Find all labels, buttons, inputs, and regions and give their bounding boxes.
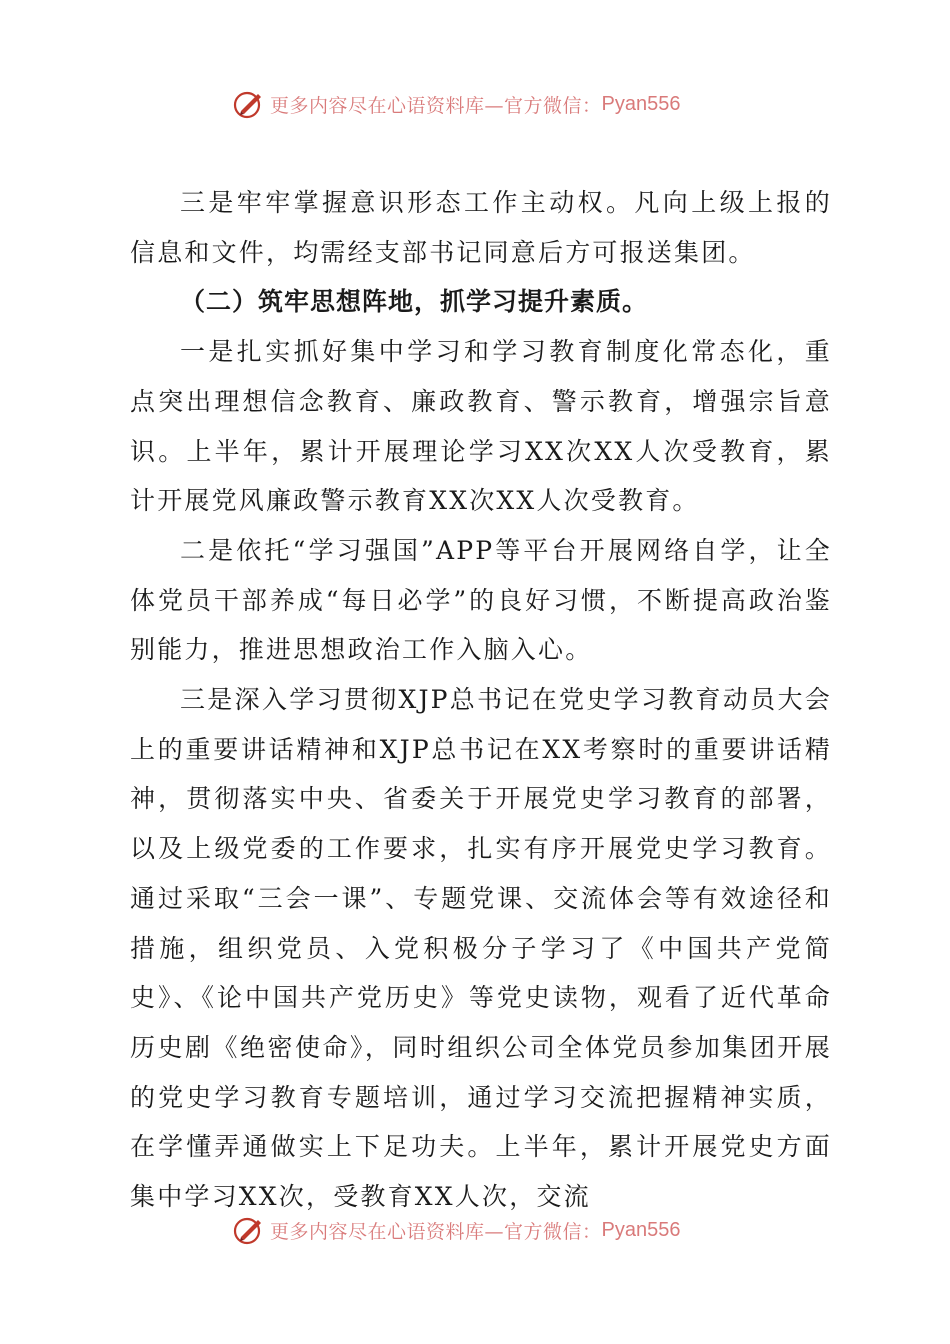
watermark-banner-top — [232, 84, 752, 124]
watermark-banner-bottom — [232, 1210, 752, 1250]
watermark-id: Pyan556 — [601, 1218, 681, 1241]
watermark-text: 更多内容尽在心语资料库—官方微信： — [270, 94, 602, 117]
watermark-id: Pyan556 — [601, 92, 681, 115]
watermark-text: 更多内容尽在心语资料库—官方微信： — [270, 1220, 602, 1243]
section-heading: （二）筑牢思想阵地，抓学习提升素质。 — [180, 287, 649, 317]
paragraph: 三是牢牢掌握意识形态工作主动权。凡向上级上报的信息和文件，均需经支部书记同意后方可报送集团。 — [130, 188, 832, 267]
paragraph: 三是深入学习贯彻XJP总书记在党史学习教育动员大会上的重要讲话精神和XJP总书记在XX考察时的重要讲话精神，贯彻落实中央、省委关于开展党史学习教育的部署，以及上级党委的工作要求，扎实有序开展党史学习教育。通过采取“三会一课”、专题党课、交流体会等有效途径和措施，组织党员、入党积极分子学习了《中国共产党简史》、《论中国共产党历史》等党史读物，观看了近代革命历史剧《绝密使命》，同时组织公司全体党员参加集团开展的党史学习教育专题培训，通过学习交流把握精神实质，在学懂弄通做实上下足功夫。上半年，累计开展党史方面集中学习XX次，受教育XX人次，交流 — [130, 685, 832, 1212]
paragraph: 二是依托“学习强国”APP等平台开展网络自学，让全体党员干部养成“每日必学”的良好习惯，不断提高政治鉴别能力，推进思想政治工作入脑入心。 — [130, 535, 832, 665]
pen-logo-icon — [232, 1213, 266, 1247]
document-body — [130, 178, 832, 1222]
pen-logo-icon — [232, 87, 266, 121]
paragraph: 一是扎实抓好集中学习和学习教育制度化常态化，重点突出理想信念教育、廉政教育、警示教育，增强宗旨意识。上半年，累计开展理论学习XX次XX人次受教育，累计开展党风廉政警示教育XX次XX人次受教育。 — [130, 337, 832, 516]
